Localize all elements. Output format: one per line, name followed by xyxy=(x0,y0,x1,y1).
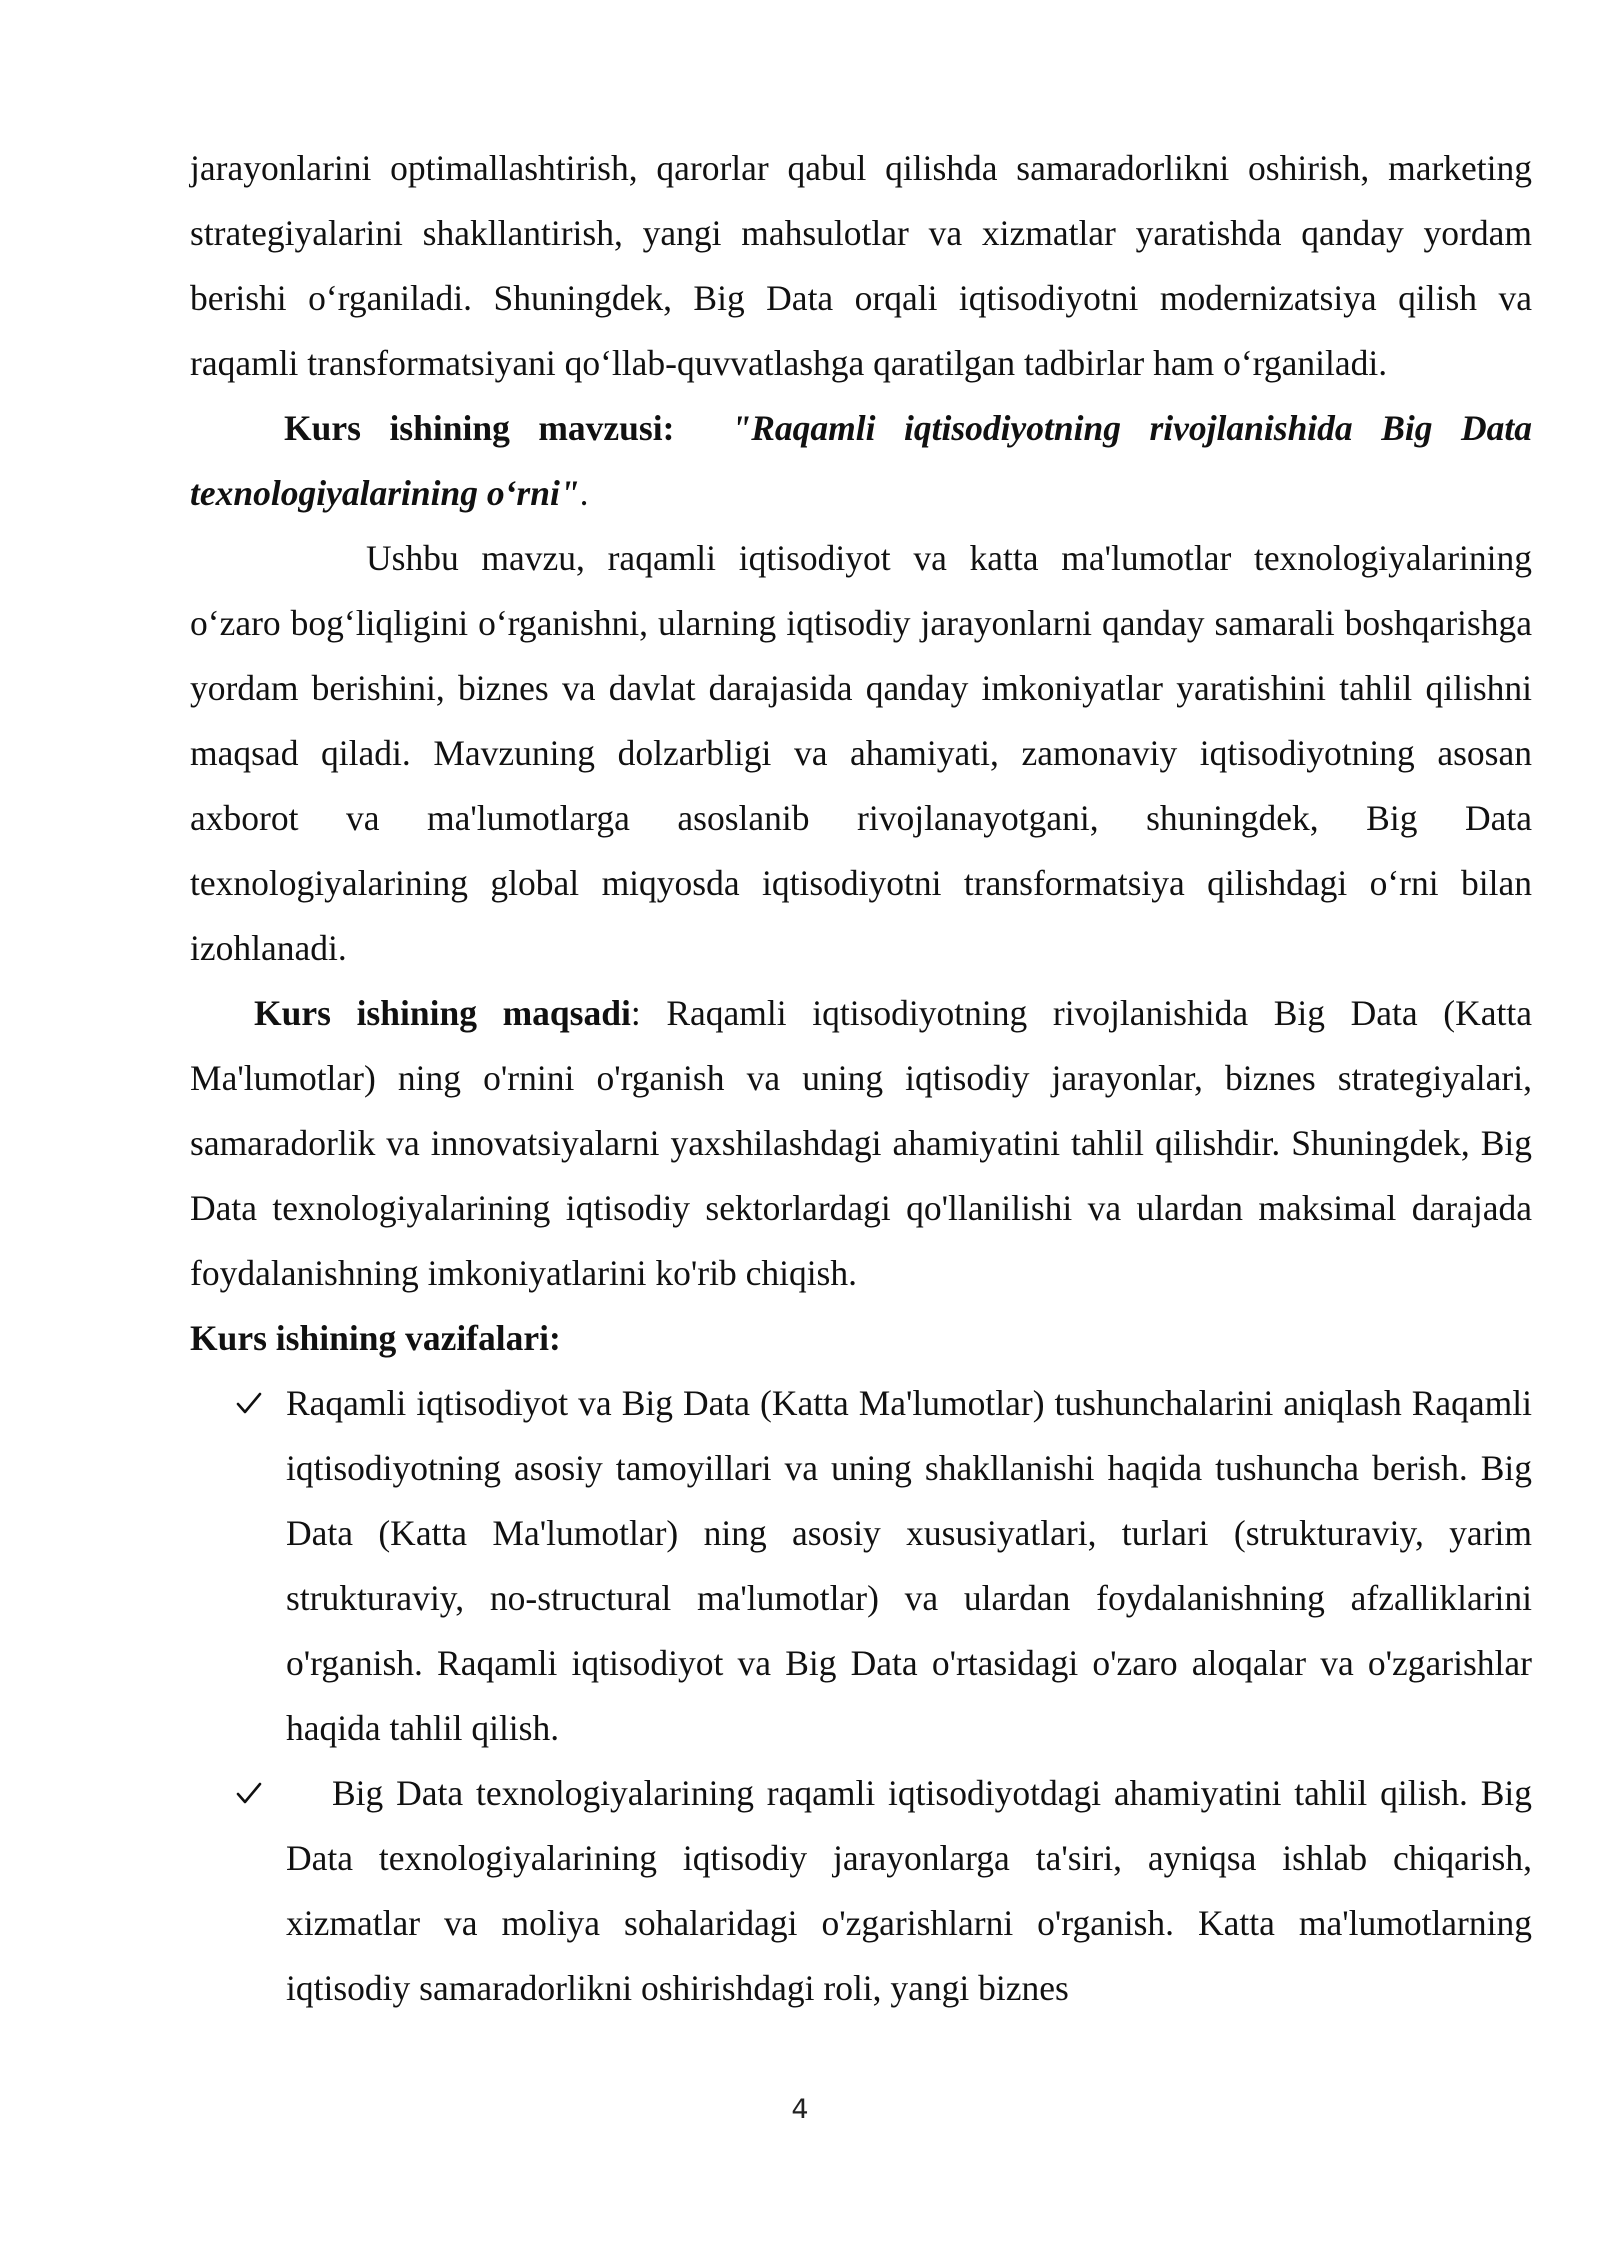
goal-label: Kurs ishining maqsadi xyxy=(254,993,631,1033)
paragraph-topic-description: Ushbu mavzu, raqamli iqtisodiyot va katta ma'lumotlar texnologiyalarining o‘zaro bog‘liqligini o‘rganishni, ularning iqtisodiy jarayonlarni qanday samarali boshqarishga yordam berishini, biznes va davlat darajasida qanday imkoniyatlar yaratishini tahlil qilishni maqsad qiladi. Mavzuning dolzarbligi va ahamiyati, zamonaviy iqtisodiyotning asosan axborot va ma'lumotlarga asoslanib rivojlanayotgani, shuningdek, Big Data texnologiyalarining global miqyosda iqtisodiyotni transformatsiya qilishdagi o‘rni bilan izohlanadi. xyxy=(190,538,1532,968)
checkmark-icon xyxy=(236,1761,266,1826)
task-item-text: Raqamli iqtisodiyot va Big Data (Katta Ma'lumotlar) tushunchalarini aniqlash Raqamli iqtisodiyotning asosiy tamoyillari va uning shakllanishi haqida tushuncha berish. Big Data (Katta Ma'lumotlar) ning asosiy xususiyatlari, turlari (strukturaviy, yarim strukturaviy, no-structural ma'lumotlar) va ulardan foydalanishning afzalliklarini o'rganish. Raqamli iqtisodiyot va Big Data o'rtasidagi o'zaro aloqalar va o'zgarishlar haqida tahlil qilish. xyxy=(286,1383,1532,1748)
paragraph-course-goal xyxy=(190,981,1532,1306)
task-item-1 xyxy=(190,1371,1532,1761)
paragraph-course-topic xyxy=(190,396,1532,526)
task-item-2 xyxy=(190,1761,1532,2021)
topic-title: "Raqamli iqtisodiyotning rivojlanishida Big Data texnologiyalarining o‘rni" xyxy=(190,408,1533,513)
topic-label: Kurs ishining mavzusi: xyxy=(284,408,675,448)
checkmark-icon xyxy=(236,1371,266,1436)
task-item-text: Big Data texnologiyalarining raqamli iqtisodiyotdagi ahamiyatini tahlil qilish. Big Data texnologiyalarining iqtisodiy jarayonlarga ta'siri, ayniqsa ishlab chiqarish, xizmatlar va moliya sohalaridagi o'zgarishlarni o'rganish. Katta ma'lumotlarning iqtisodiy samaradorlikni oshirishdagi roli, yangi biznes xyxy=(286,1773,1532,2008)
topic-end: . xyxy=(579,473,589,513)
goal-text: : Raqamli iqtisodiyotning rivojlanishida Big Data (Katta Ma'lumotlar) ning o'rnini o'rganish va uning iqtisodiy jarayonlar, biznes strategiyalari, samaradorlik va innovatsiyalarni yaxshilashdagi ahamiyatini tahlil qilishdir. Shuningdek, Big Data texnologiyalarining iqtisodiy sektorlardagi qo'llanilishi va ulardan maksimal darajada foydalanishning imkoniyatlarini ko'rib chiqish. xyxy=(190,993,1532,1293)
tasks-heading: Kurs ishining vazifalari: xyxy=(190,1318,561,1358)
page-number: 4 xyxy=(791,2094,809,2125)
paragraph-intro-continuation: jarayonlarini optimallashtirish, qarorlar qabul qilishda samaradorlikni oshirish, marketing strategiyalarini shakllantirish, yangi mahsulotlar va xizmatlar yaratishda qanday yordam berishi o‘rganiladi. Shuningdek, Big Data orqali iqtisodiyotni modernizatsiya qilish va raqamli transformatsiyani qo‘llab-quvvatlashga qaratilgan tadbirlar ham o‘rganiladi. xyxy=(190,148,1532,383)
page-content xyxy=(190,136,1532,2021)
